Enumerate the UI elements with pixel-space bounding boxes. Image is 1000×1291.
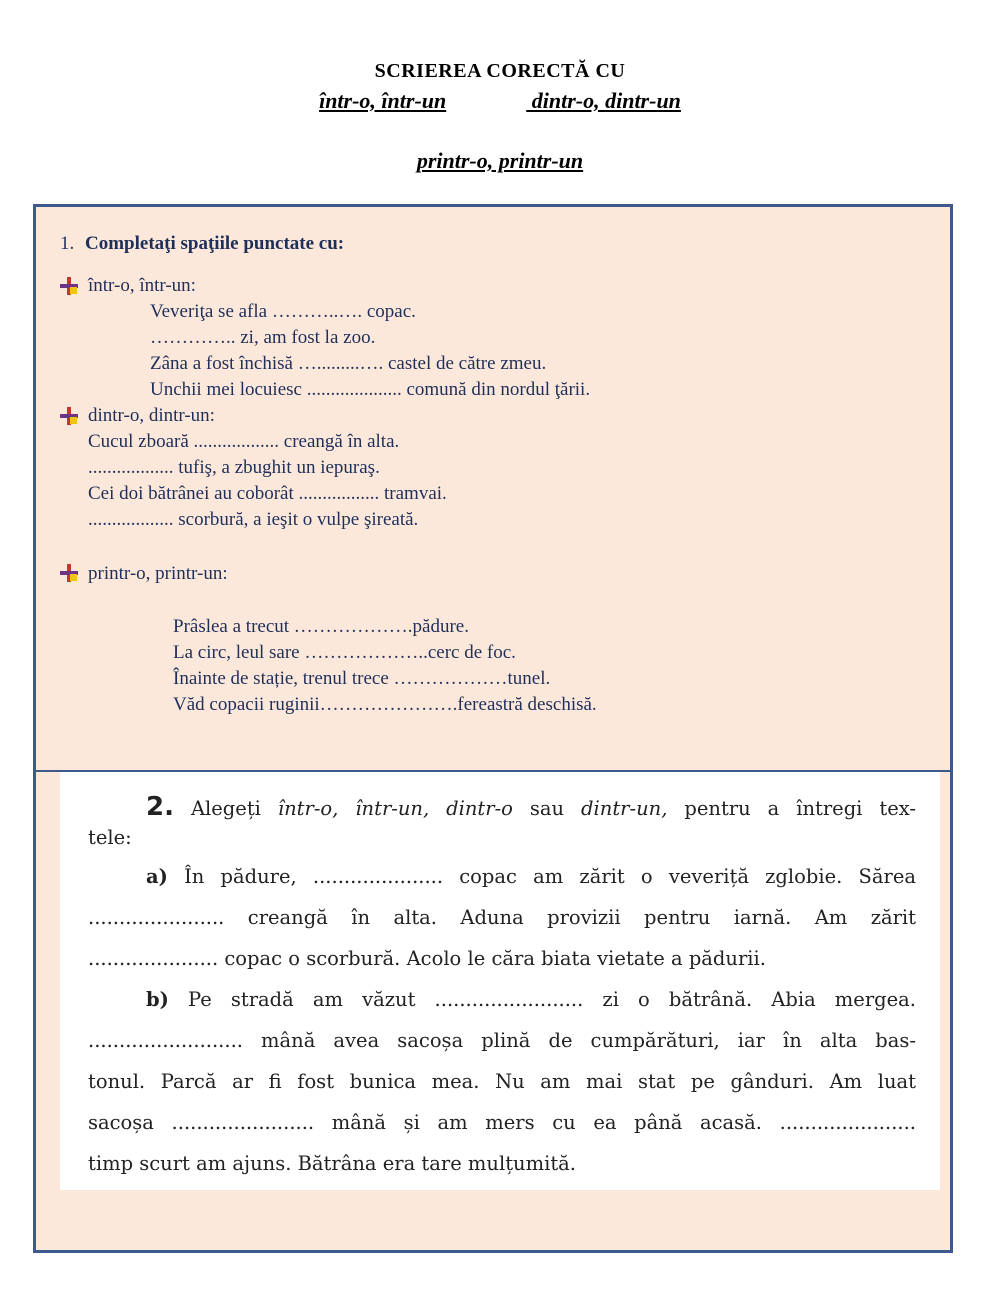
- fill-line: Veveriţa se afla ………..…. copac.: [150, 301, 416, 322]
- exercise-2-intro-end: tele:: [88, 826, 132, 849]
- fill-line: Înainte de stație, trenul trece ………………tunel.: [173, 668, 551, 689]
- exercise-2-number: 2.: [146, 792, 174, 822]
- fill-line: Prâslea a trecut ……………….pădure.: [173, 616, 469, 637]
- text-b-line: b) Pe stradă am văzut ........................ zi o bătrână. Abia mergea.: [146, 988, 917, 1011]
- forms-dintr: dintr-o, dintr-un: [526, 88, 681, 113]
- fill-line: Unchii mei locuiesc .................... comună din nordul ţării.: [150, 379, 591, 400]
- text-b-line: timp scurt am ajuns. Bătrâna era tare mulțumită.: [88, 1152, 576, 1175]
- text-b-line: ......................... mână avea sacoșa plină de cumpărături, iar în alta bas-: [88, 1029, 916, 1052]
- exercise-1-number: 1.: [60, 233, 75, 254]
- section-heading-dintr: dintr-o, dintr-un:: [88, 405, 215, 426]
- fill-line: Cei doi bătrânei au coborât ................. tramvai.: [88, 483, 447, 504]
- exercise-1-instruction: Completaţi spaţiile punctate cu:: [85, 233, 345, 254]
- text-b-line: sacoșa ....................... mână și am mers cu ea până acasă. ......................: [88, 1111, 916, 1134]
- text-a-line: ..................... copac o scorbură. Acolo le căra biata vietate a pădurii.: [88, 947, 766, 970]
- fill-line: Văd copacii ruginii………………….fereastră deschisă.: [173, 694, 597, 715]
- fill-line: Cucul zboară .................. creangă în alta.: [88, 431, 400, 452]
- fill-line: .................. tufiş, a zbughit un iepuraş.: [88, 457, 380, 478]
- fill-line: .................. scorbură, a ieşit o vulpe şireată.: [88, 509, 419, 530]
- fill-line: Zâna a fost închisă ….........…. castel de către zmeu.: [150, 353, 547, 374]
- fill-line: ………….. zi, am fost la zoo.: [150, 327, 376, 348]
- arrow-bullet-icon: [60, 277, 78, 295]
- arrow-bullet-icon: [60, 407, 78, 425]
- exercise-1-header: [60, 231, 344, 257]
- exercise-2-scan: [60, 772, 940, 1190]
- section-heading-printr: printr-o, printr-un:: [88, 563, 228, 584]
- section-heading-intr: într-o, într-un:: [88, 275, 196, 296]
- forms-printr: printr-o, printr-un: [416, 148, 584, 173]
- forms-intr: într-o, într-un: [319, 88, 447, 113]
- text-a-line: ...................... creangă în alta. Aduna provizii pentru iarnă. Am zărit: [88, 906, 916, 929]
- subtitle-forms-row1: [0, 88, 1000, 114]
- text-a-line: a) În pădure, ..................... copac am zărit o veveriță zglobie. Sărea: [146, 865, 916, 888]
- text-b-line: tonul. Parcă ar fi fost bunica mea. Nu am mai stat pe gânduri. Am luat: [88, 1070, 916, 1093]
- page-title: SCRIEREA CORECTĂ CU: [374, 60, 626, 82]
- fill-line: La circ, leul sare ………………..cerc de foc.: [173, 642, 516, 663]
- exercise-2-intro: 2. Alegeți într-o, într-un, dintr-o sau dintr-un, pentru a întregi tex-: [146, 792, 916, 822]
- arrow-bullet-icon: [60, 564, 78, 582]
